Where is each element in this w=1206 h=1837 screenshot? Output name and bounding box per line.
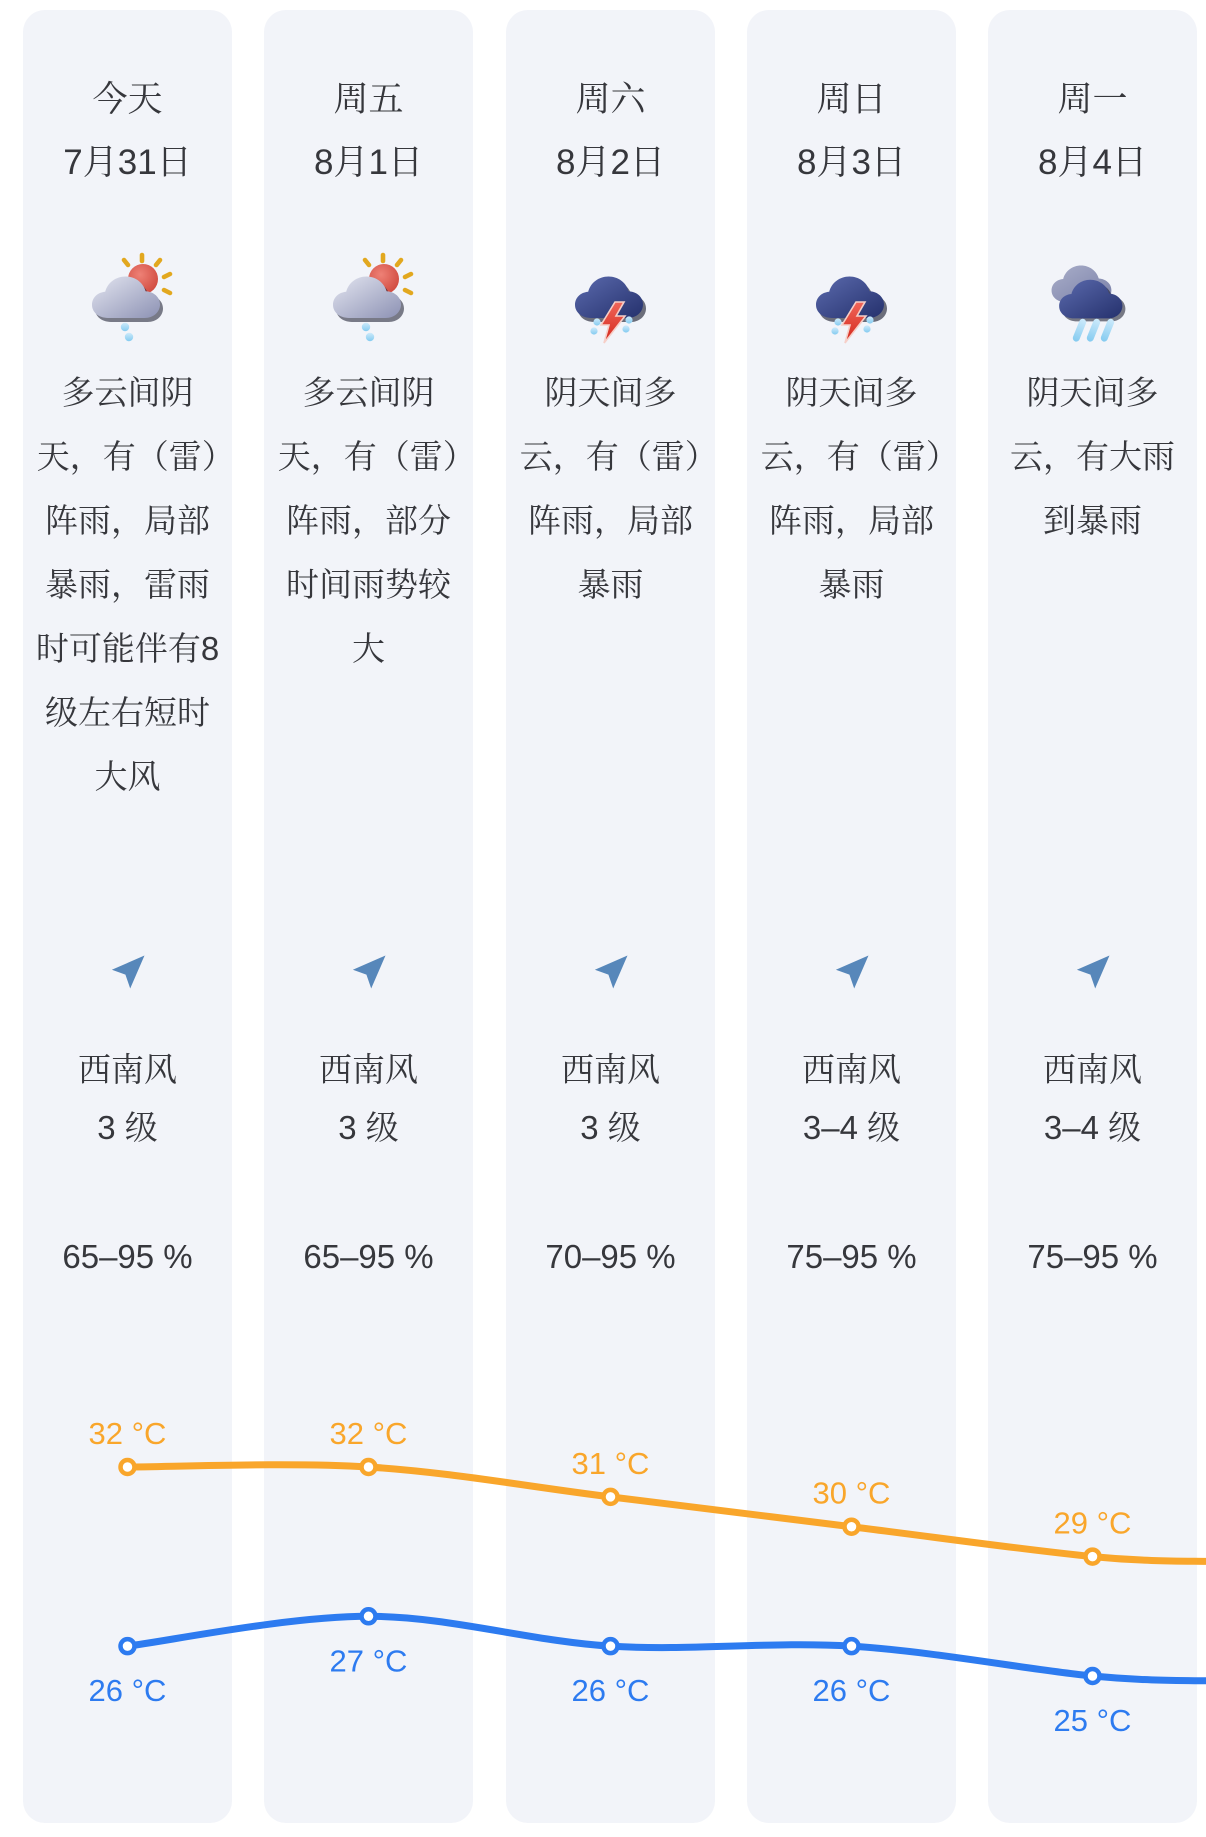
humidity-range: 65–95 % [303,1238,434,1275]
wind-direction: 西南风 [561,1051,660,1088]
card-header [988,68,1197,194]
humidity-range: 75–95 % [786,1238,917,1275]
card-header [506,68,715,194]
weather-icon [506,252,715,348]
wind-direction-icon [23,950,232,994]
day-label: 周六 [575,80,646,119]
wind-direction: 西南风 [1043,1051,1142,1088]
date-label: 8月3日 [797,143,906,182]
thunder-rain-icon [563,252,659,348]
forecast-card-mon[interactable] [988,10,1197,1823]
weather-icon [747,252,956,348]
high-temperature-label: 32 °C [329,1416,408,1451]
wind-direction-icon [264,950,473,994]
day-label: 周五 [333,80,404,119]
weather-description: 阴天间多云，有（雷）阵雨，局部暴雨 [760,374,943,603]
low-temperature-label: 25 °C [1053,1703,1132,1739]
card-header [23,68,232,194]
humidity-range: 65–95 % [62,1238,193,1275]
high-temperature-label: 30 °C [812,1475,891,1511]
weather-description: 阴天间多云，有大雨到暴雨 [1010,374,1175,539]
humidity-range: 70–95 % [545,1238,676,1275]
high-temperature-label: 29 °C [1053,1505,1132,1541]
card-header [747,68,956,194]
date-label: 7月31日 [63,143,192,182]
date-label: 8月1日 [314,143,423,182]
weather-icon [23,252,232,348]
wind-level: 3 级 [97,1109,158,1146]
thunder-rain-icon [804,252,900,348]
wind-level: 3–4 级 [802,1109,901,1146]
low-temperature-label: 26 °C [812,1673,891,1709]
sun-shower-icon [321,252,417,348]
forecast-card-sun[interactable] [747,10,956,1823]
low-temperature-label: 26 °C [571,1673,650,1709]
day-label: 周日 [816,80,887,119]
low-temperature-label: 26 °C [88,1673,167,1709]
sun-shower-icon [80,252,176,348]
date-label: 8月4日 [1038,143,1147,182]
weather-description: 多云间阴天，有（雷）阵雨，部分时间雨势较大 [277,374,460,667]
wind-level: 3 级 [338,1109,399,1146]
high-temperature-label: 31 °C [571,1445,650,1481]
date-label: 8月2日 [556,143,665,182]
weather-description: 阴天间多云，有（雷）阵雨，局部暴雨 [519,374,702,603]
forecast-card-sat[interactable] [506,10,715,1823]
wind-direction-icon [747,950,956,994]
high-temperature-label: 32 °C [88,1416,167,1451]
wind-direction-icon [506,950,715,994]
day-label: 今天 [92,80,163,119]
low-temperature-label: 27 °C [329,1643,408,1679]
day-label: 周一 [1057,80,1128,119]
wind-level: 3–4 级 [1043,1109,1142,1146]
card-header [264,68,473,194]
weather-description: 多云间阴天，有（雷）阵雨，局部暴雨，雷雨时可能伴有8级左右短时大风 [35,374,220,795]
forecast-card-today[interactable] [23,10,232,1823]
weather-icon [988,252,1197,348]
wind-level: 3 级 [580,1109,641,1146]
heavy-rain-icon [1045,252,1141,348]
wind-direction: 西南风 [319,1051,418,1088]
wind-direction-icon [988,950,1197,994]
humidity-range: 75–95 % [1027,1238,1158,1275]
wind-direction: 西南风 [78,1051,177,1088]
weather-icon [264,252,473,348]
forecast-card-fri[interactable] [264,10,473,1823]
wind-direction: 西南风 [802,1051,901,1088]
